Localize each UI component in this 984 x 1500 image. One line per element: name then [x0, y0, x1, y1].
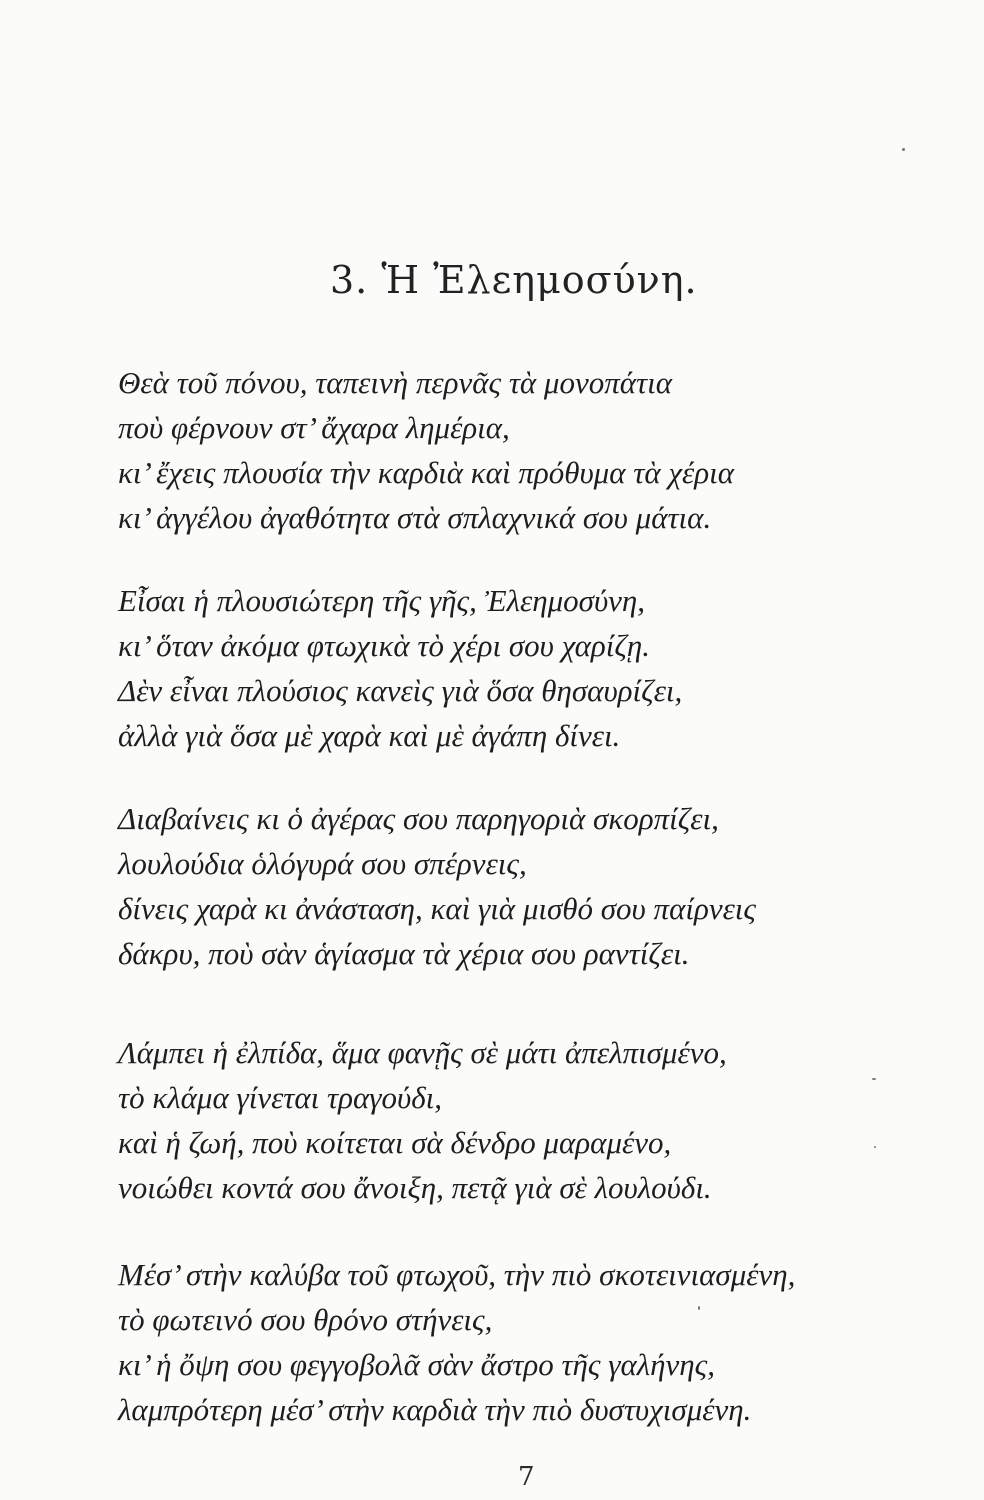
poem-line: κι’ ὅταν ἀκόμα φτωχικὰ τὸ χέρι σου χαρίζῃ.: [118, 628, 651, 663]
poem-line: κι’ ἡ ὄψη σου φεγγοβολᾶ σὰν ἄστρο τῆς γαλήνης,: [118, 1347, 716, 1382]
poem-line: Δὲν εἶναι πλούσιος κανεὶς γιὰ ὅσα θησαυρίζει,: [118, 673, 683, 708]
poem-line: καὶ ἡ ζωή, ποὺ κοίτεται σὰ δένδρο μαραμένο,: [118, 1125, 672, 1160]
paper-speck: [698, 1306, 700, 1310]
poem-line: Διαβαίνεις κι ὁ ἀγέρας σου παρηγοριὰ σκορπίζει,: [118, 801, 719, 836]
poem-title: 3. Ἡ Ἐλεημοσύνη.: [330, 258, 698, 302]
stanza-4: [118, 1030, 727, 1210]
stanza-3: [118, 796, 756, 976]
poem-line: τὸ κλάμα γίνεται τραγούδι,: [118, 1080, 443, 1115]
poem-line: Εἶσαι ἡ πλουσιώτερη τῆς γῆς, Ἐλεημοσύνη,: [118, 583, 646, 618]
poem-line: Λάμπει ἡ ἐλπίδα, ἅμα φανῇς σὲ μάτι ἀπελπισμένο,: [118, 1035, 727, 1070]
paper-speck: [902, 148, 905, 151]
poem-line: δάκρυ, ποὺ σὰν ἁγίασμα τὰ χέρια σου ραντίζει.: [118, 936, 690, 971]
stanza-2: [118, 578, 682, 758]
stanza-5: [118, 1252, 795, 1432]
poem-line: Μέσ’ στὴν καλύβα τοῦ φτωχοῦ, τὴν πιὸ σκοτεινιασμένη,: [118, 1257, 796, 1292]
poem-line: κι’ ἔχεις πλουσία τὴν καρδιὰ καὶ πρόθυμα τὰ χέρια: [118, 455, 735, 490]
poem-line: ἀλλὰ γιὰ ὅσα μὲ χαρὰ καὶ μὲ ἀγάπη δίνει.: [118, 718, 621, 753]
paper-speck: [874, 1146, 876, 1148]
page-number: 7: [518, 1462, 535, 1492]
poem-line: τὸ φωτεινό σου θρόνο στήνεις,: [118, 1302, 493, 1337]
poem-line: λουλούδια ὁλόγυρά σου σπέρνεις,: [118, 846, 527, 881]
poem-line: λαμπρότερη μέσ’ στὴν καρδιὰ τὴν πιὸ δυστυχισμένη.: [118, 1392, 752, 1427]
poem-line: Θεὰ τοῦ πόνου, ταπεινὴ περνᾶς τὰ μονοπάτια: [118, 365, 673, 400]
poem-line: νοιώθει κοντά σου ἄνοιξη, πετᾷ γιὰ σὲ λουλούδι.: [118, 1170, 712, 1205]
stanza-1: [118, 360, 734, 540]
poem-line: ποὺ φέρνουν στ’ ἄχαρα λημέρια,: [118, 410, 510, 445]
paper-speck: [872, 1078, 876, 1080]
poem-line: δίνεις χαρὰ κι ἀνάσταση, καὶ γιὰ μισθό σου παίρνεις: [118, 891, 756, 926]
poem-line: κι’ ἀγγέλου ἀγαθότητα στὰ σπλαχνικά σου μάτια.: [118, 500, 712, 535]
